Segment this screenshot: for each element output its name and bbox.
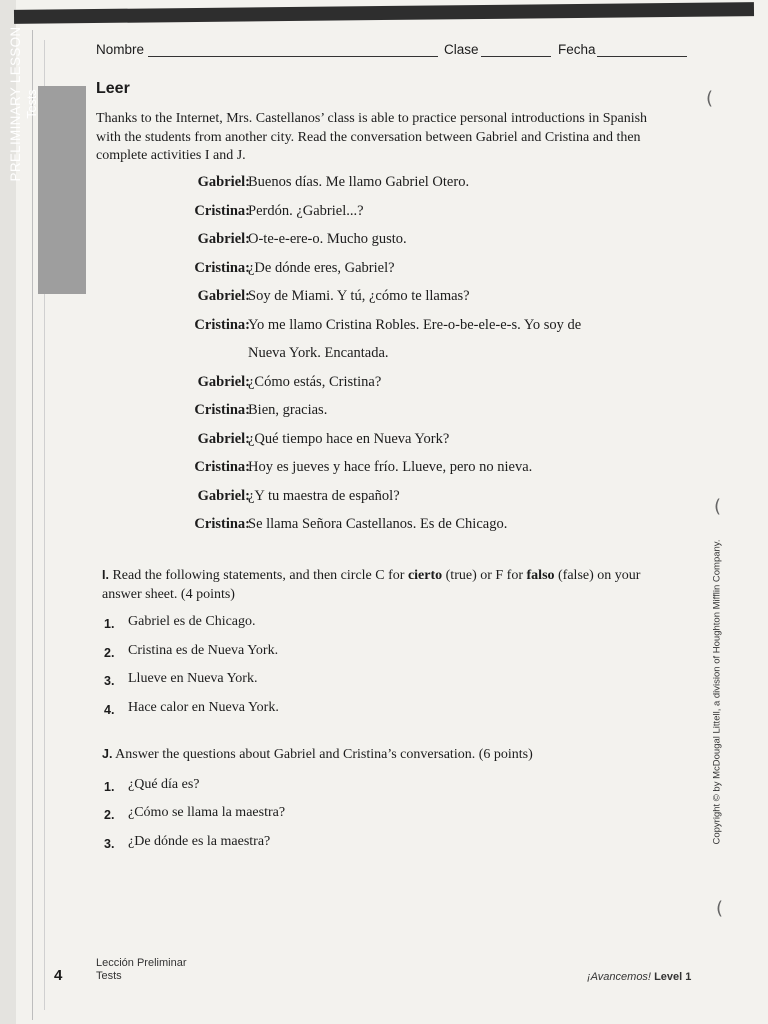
lesson-side-tab-text bbox=[7, 0, 41, 208]
falso-word: falso bbox=[526, 568, 555, 583]
question-item bbox=[102, 775, 662, 804]
footer-book bbox=[587, 971, 691, 983]
fecha-label: Fecha bbox=[558, 42, 596, 57]
activity-i-instructions bbox=[102, 566, 662, 604]
item-number: 1. bbox=[104, 779, 115, 794]
clase-label: Clase bbox=[444, 42, 479, 57]
scan-mark-icon: ( bbox=[714, 496, 722, 517]
speaker-line: Bien, gracias. bbox=[248, 402, 328, 418]
speaker-name: Cristina: bbox=[194, 202, 250, 219]
statement-item bbox=[102, 669, 662, 698]
cierto-word: cierto bbox=[407, 568, 443, 583]
speaker-name: Gabriel: bbox=[197, 487, 250, 504]
speaker-name: Cristina: bbox=[194, 259, 250, 276]
activity-letter: J. bbox=[102, 747, 113, 761]
item-number: 3. bbox=[104, 836, 115, 851]
dialogue-line bbox=[120, 516, 640, 545]
speaker-name: Gabriel: bbox=[197, 231, 250, 247]
speaker-line: Perdón. ¿Gabriel...? bbox=[248, 202, 364, 219]
footer-lesson-line2: Tests bbox=[96, 970, 122, 982]
speaker-name: Cristina: bbox=[194, 316, 250, 333]
side-tab-line1: PRELIMINARY LESSON bbox=[8, 26, 23, 182]
speaker-line: ¿Y tu maestra de español? bbox=[248, 487, 400, 504]
speaker-name: Cristina: bbox=[194, 516, 250, 532]
statement-item bbox=[102, 698, 662, 727]
name-class-date-header bbox=[96, 38, 696, 60]
scan-mark-icon: ( bbox=[716, 898, 724, 919]
item-number: 3. bbox=[104, 674, 115, 688]
instructions-text: Answer the questions about Gabriel and Cristina’s conversation. (6 points) bbox=[115, 747, 533, 762]
speaker-name: Gabriel: bbox=[197, 430, 250, 447]
fecha-blank[interactable] bbox=[597, 56, 687, 57]
speaker-name: Cristina: bbox=[194, 459, 250, 475]
activity-j-instructions bbox=[102, 745, 662, 765]
speaker-name: Gabriel: bbox=[197, 373, 250, 390]
dialogue bbox=[120, 174, 640, 545]
page-number: 4 bbox=[54, 967, 63, 984]
activity-j bbox=[102, 745, 662, 860]
item-text: ¿De dónde es la maestra? bbox=[128, 833, 271, 849]
nombre-label: Nombre bbox=[96, 42, 145, 57]
intro-paragraph: Thanks to the Internet, Mrs. Castellanos’ class is able to practice personal introductions in Spanish with the students from another city. Read the conversation between Gabriel and Cristina and then complete activities I and J. bbox=[96, 111, 648, 163]
instructions-part: (true) or F for bbox=[442, 568, 527, 583]
dialogue-line bbox=[120, 317, 640, 374]
item-text: Cristina es de Nueva York. bbox=[128, 642, 279, 658]
speaker-line: O-te-e-ere-o. Mucho gusto. bbox=[248, 231, 407, 247]
section-title: Leer bbox=[96, 80, 130, 97]
item-text: Gabriel es de Chicago. bbox=[128, 614, 256, 629]
speaker-line: Yo me llamo Cristina Robles. Ere-o-be-ele-e-s. Yo soy de Nueva York. Encantada. bbox=[248, 316, 582, 361]
speaker-line: Hoy es jueves y hace frío. Llueve, pero no nieva. bbox=[248, 459, 533, 475]
clase-blank[interactable] bbox=[481, 56, 551, 57]
item-text: Hace calor en Nueva York. bbox=[128, 699, 279, 715]
item-number: 4. bbox=[104, 702, 115, 717]
speaker-line: Soy de Miami. Y tú, ¿cómo te llamas? bbox=[248, 288, 470, 304]
top-scan-band bbox=[14, 2, 754, 24]
speaker-line: Se llama Señora Castellanos. Es de Chicago. bbox=[248, 516, 508, 532]
copyright-notice: Copyright © by McDougal Littell, a division of Houghton Mifflin Company. bbox=[711, 539, 723, 845]
activity-letter: I. bbox=[102, 568, 109, 582]
speaker-line: ¿Cómo estás, Cristina? bbox=[248, 373, 382, 390]
statement-item bbox=[102, 612, 662, 641]
item-number: 2. bbox=[104, 645, 115, 660]
speaker-line: ¿De dónde eres, Gabriel? bbox=[248, 259, 395, 276]
nombre-blank[interactable] bbox=[148, 56, 438, 57]
item-text: Llueve en Nueva York. bbox=[128, 671, 258, 686]
item-text: ¿Qué día es? bbox=[128, 776, 200, 792]
instructions-part: Read the following statements, and then circle C for bbox=[112, 568, 408, 583]
question-item bbox=[102, 803, 662, 832]
statement-item bbox=[102, 641, 662, 670]
side-tab-line2: Tests bbox=[25, 89, 39, 119]
question-item bbox=[102, 832, 662, 861]
lesson-side-tab bbox=[38, 86, 86, 294]
speaker-name: Gabriel: bbox=[197, 174, 250, 190]
speaker-name: Cristina: bbox=[194, 402, 250, 418]
item-number: 1. bbox=[104, 617, 115, 631]
footer-book-level: Level 1 bbox=[654, 971, 692, 983]
item-number: 2. bbox=[104, 808, 115, 822]
speaker-line: Buenos días. Me llamo Gabriel Otero. bbox=[248, 174, 470, 190]
activity-i bbox=[102, 566, 662, 726]
scan-mark-icon: ( bbox=[706, 88, 714, 109]
speaker-name: Gabriel: bbox=[197, 288, 250, 304]
footer-lesson bbox=[96, 957, 186, 983]
footer-lesson-line1: Lección Preliminar bbox=[96, 957, 187, 969]
item-text: ¿Cómo se llama la maestra? bbox=[128, 805, 286, 820]
instructions-part: (false) on your answer sheet. (4 points) bbox=[102, 568, 641, 602]
speaker-line: ¿Qué tiempo hace en Nueva York? bbox=[248, 430, 450, 447]
footer-book-title: ¡Avancemos! bbox=[587, 971, 651, 983]
